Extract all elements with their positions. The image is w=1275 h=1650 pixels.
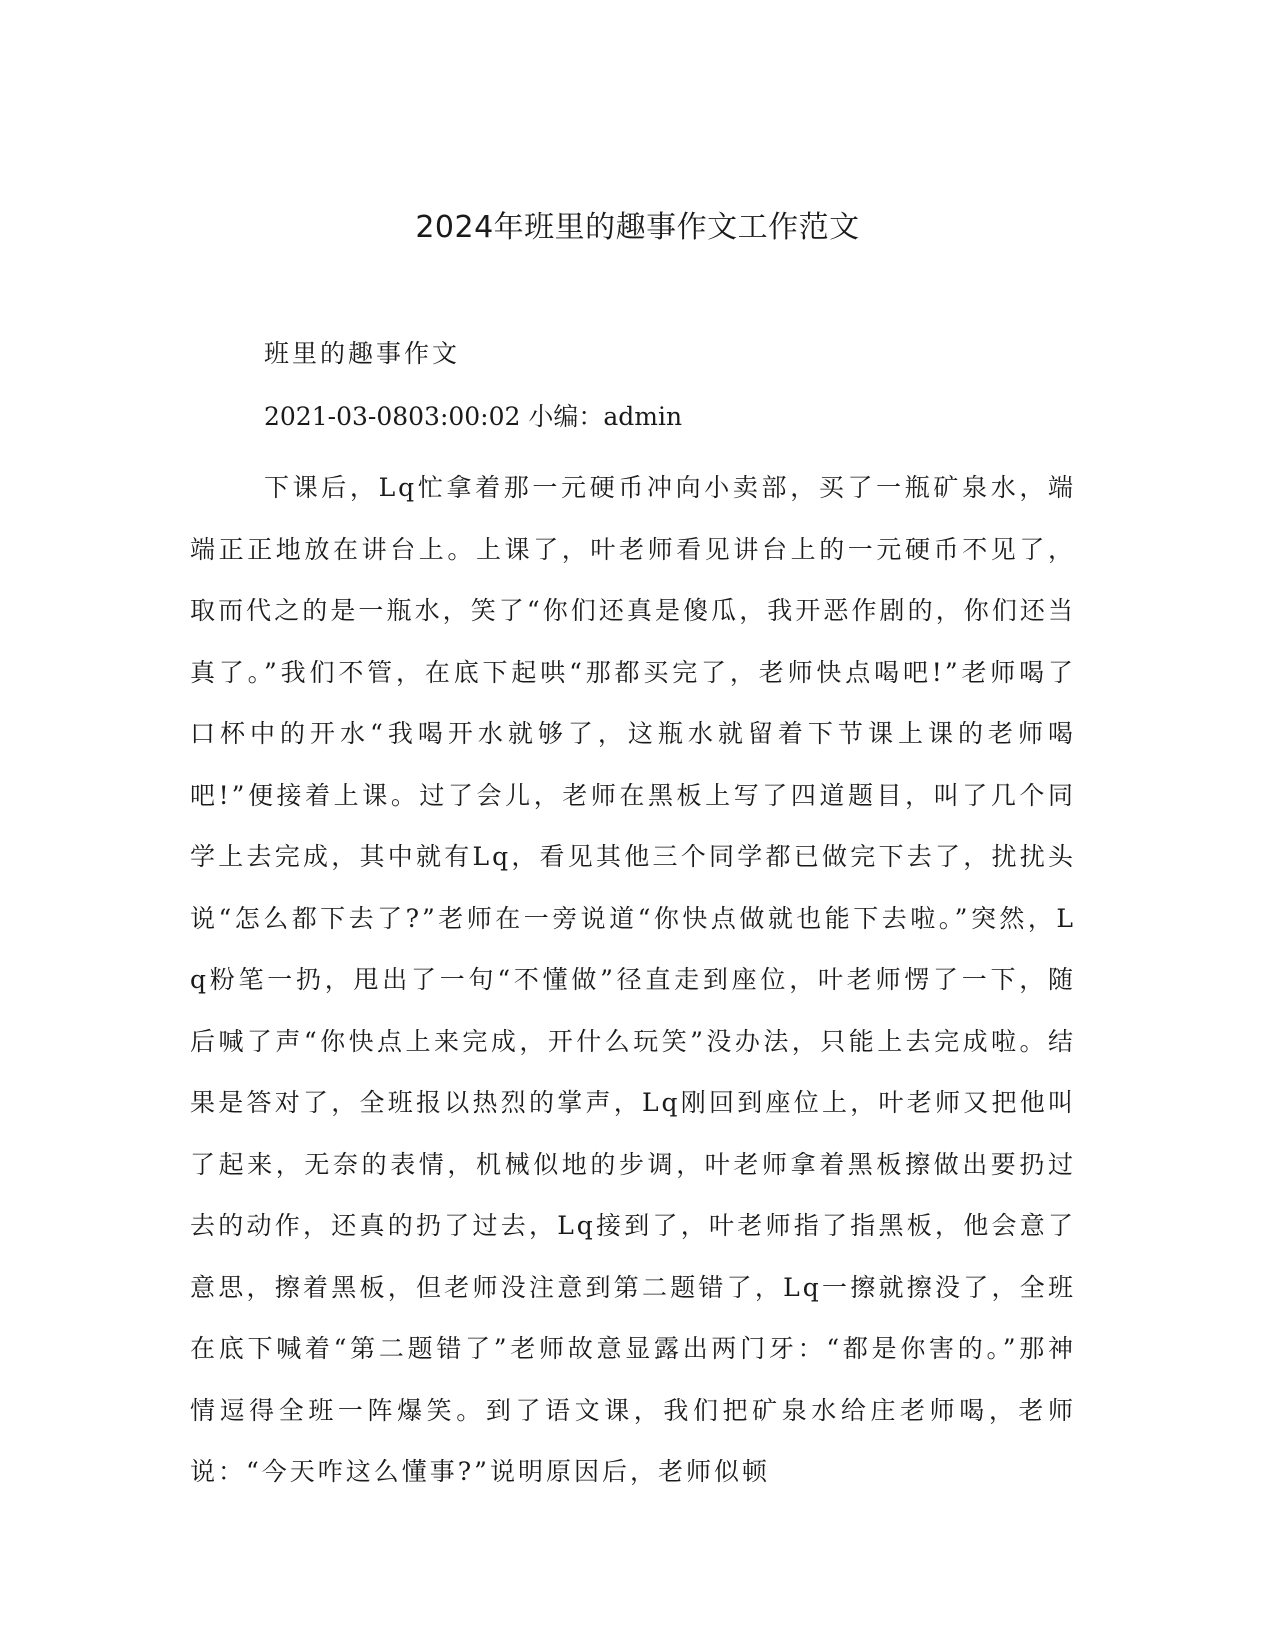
article-subtitle: 班里的趣事作文 bbox=[264, 339, 461, 368]
document-title: 2024年班里的趣事作文工作范文 bbox=[415, 210, 860, 245]
article-dateline: 2021-03-0803:00:02 小编：admin bbox=[264, 402, 683, 431]
article-body: 下课后，Lq忙拿着那一元硬币冲向小卖部，买了一瓶矿泉水，端端正正地放在讲台上。上课了，叶老师看见讲台上的一元硬币不见了，取而代之的是一瓶水，笑了“你们还真是傻瓜，我开恶作剧的，你们还当真了。”我们不管，在底下起哄“那都买完了，老师快点喝吧!”老师喝了口杯中的开水“我喝开水就够了，这瓶水就留着下节课上课的老师喝吧!”便接着上课。过了会儿，老师在黑板上写了四道题目，叫了几个同学上去完成，其中就有Lq，看见其他三个同学都已做完下去了，扰扰头说“怎么都下去了?”老师在一旁说道“你快点做就也能下去啦。”突然，Lq粉笔一扔，甩出了一句“不懂做”径直走到座位，叶老师愣了一下，随后喊了声“你快点上来完成，开什么玩笑”没办法，只能上去完成啦。结果是答对了，全班报以热烈的掌声，Lq刚回到座位上，叶老师又把他叫了起来，无奈的表情，机械似地的步调，叶老师拿着黑板擦做出要扔过去的动作，还真的扔了过去，Lq接到了，叶老师指了指黑板，他会意了意思，擦着黑板，但老师没注意到第二题错了，Lq一擦就擦没了，全班在底下喊着“第二题错了”老师故意显露出两门牙：“都是你害的。”那神情逗得全班一阵爆笑。到了语文课，我们把矿泉水给庄老师喝，老师说：“今天咋这么懂事?”说明原因后，老师似顿 bbox=[190, 473, 1076, 1486]
